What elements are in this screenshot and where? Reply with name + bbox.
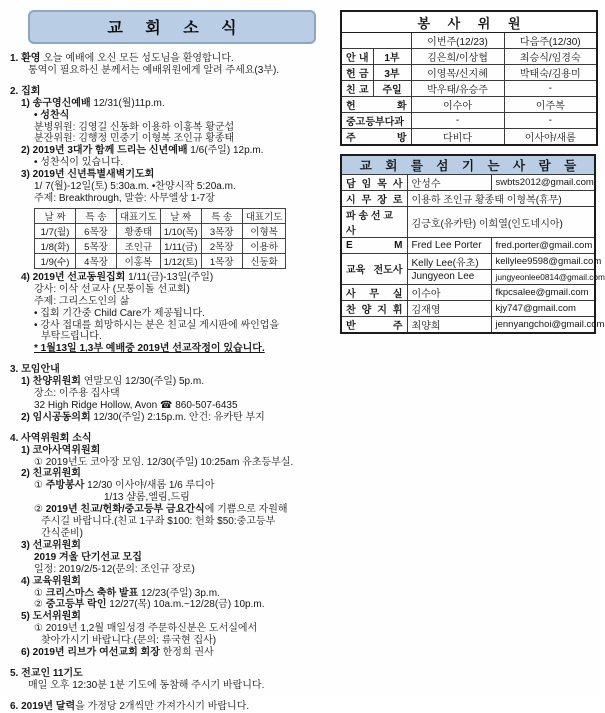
row-label: 중고등부다과 [341, 113, 411, 129]
role-label: E M [341, 238, 407, 254]
text-line: ① 주방봉사 12/30 이사야/새롬 1/6 루디아 [34, 480, 215, 492]
text-line: 매일 오후 12:30분 1분 기도에 동참해 주시기 바랍니다. [28, 679, 265, 691]
text-line: 2) 2019년 3대가 함께 드리는 신년예배 1/6(주일) 12p.m. [21, 145, 264, 157]
this-week-value: 다비다 [411, 129, 504, 146]
cell-prayer: 조인규 [117, 238, 161, 253]
table-row [35, 253, 286, 268]
person-name: Fred Lee Porter [407, 238, 491, 254]
next-week-value: 이사야/새롬 [504, 129, 597, 146]
table-title-row [341, 11, 597, 33]
empty-cell [341, 33, 411, 49]
cell-prayer: 신동화 [242, 253, 286, 268]
text-line: ① 2019년 1,2월 매일성경 주문하신분은 도서실에서 [34, 623, 258, 635]
table-row [341, 317, 595, 334]
text-line: 1) 코아사역위원회 [21, 444, 101, 456]
person-name: Jungyeon Lee [407, 269, 491, 285]
text-line: • 성찬식 [34, 109, 70, 121]
cell-choir: 4목장 [76, 253, 117, 268]
person-name: 김긍호(유카탄) 이희열(인도네시아) [407, 207, 595, 238]
this-week-value: - [411, 113, 504, 129]
person-email: fred.porter@gmail.com [491, 238, 595, 254]
cell-prayer: 이홍복 [117, 253, 161, 268]
role-label: 찬 양 지 휘 [341, 301, 407, 317]
table-row [341, 191, 595, 207]
cell-choir: 5목장 [76, 238, 117, 253]
cell-choir: 6목장 [76, 223, 117, 238]
cell-date: 1/12(토) [160, 253, 201, 268]
this-week-value: 김은희/이상협 [411, 49, 504, 65]
text-line: 5) 도서위원회 [21, 611, 81, 623]
text-line: 주시길 바랍니다.(친교 1구좌 $100: 헌화 $50:중고등부 [41, 516, 276, 528]
section-heading: 3. 모임안내 [10, 364, 60, 376]
highlighted-notice: * 1월13일 1,3부 예배중 2019년 선교작정이 있습니다. [34, 343, 265, 355]
table-title-row [341, 155, 595, 175]
person-email: jennyangchoi@gmail.com [491, 317, 595, 334]
text-line: 통역이 필요하신 분께서는 예배위원에게 알려 주세요(3부). [28, 64, 280, 76]
text-line: 분잔위원: 김행정 민중기 이형복 조인규 황종태 [34, 133, 235, 145]
next-week-header: 다음주(12/30) [504, 33, 597, 49]
cell-prayer: 황종태 [117, 223, 161, 238]
row-label: 친 교 [341, 81, 373, 97]
cell-prayer: 이용하 [242, 238, 286, 253]
table-row [341, 113, 597, 129]
cell-choir: 1목장 [201, 253, 242, 268]
person-name: 안성수 [407, 175, 491, 191]
table-header-row [341, 33, 597, 49]
person-email: kjy747@gmail.com [491, 301, 595, 317]
volunteer-table-title: 봉 사 위 원 [341, 11, 597, 33]
next-week-value: 이주복 [504, 97, 597, 113]
next-week-value: - [504, 81, 597, 97]
table-row [341, 81, 597, 97]
role-label: 시 무 장 로 [341, 191, 407, 207]
this-week-value: 이영목/신지혜 [411, 65, 504, 81]
col-header: 특 송 [76, 208, 117, 223]
next-week-value: 박태숙/김용미 [504, 65, 597, 81]
text-line: 찾아가시기 바랍니다.(문의: 류국현 집사) [41, 635, 217, 647]
row-sublabel: 1부 [373, 49, 411, 65]
church-news-column [8, 6, 336, 713]
text-line: 1/ 7(월)-12일(토) 5:30a.m. •찬양시작 5:20a.m. [34, 181, 236, 193]
text-line: 일정: 2019/2/5-12(문의: 조인규 장로) [34, 563, 195, 575]
role-label: 교육 전도사 [341, 253, 407, 285]
section-heading: 4. 사역위원회 소식 [10, 432, 92, 444]
table-row [341, 301, 595, 317]
cell-date: 1/9(수) [35, 253, 76, 268]
table-header-row [35, 208, 286, 223]
person-name: 김재영 [407, 301, 491, 317]
text-line: 주제: Breakthrough, 말씀: 사무엘상 1-7장 [34, 192, 215, 204]
role-label: 파 송 선 교 사 [341, 207, 407, 238]
text-line: 1. 환영 오늘 예배에 오신 모든 성도님을 환영합니다. [10, 53, 234, 64]
cell-date: 1/7(월) [35, 223, 76, 238]
text-line: 3) 2019년 신년특별새벽기도회 [21, 169, 155, 181]
text-line: • 강사 접대를 희망하시는 분은 친교실 게시판에 싸인업을 [34, 319, 280, 331]
table-row [341, 253, 595, 269]
table-row [341, 129, 597, 146]
this-week-value: 이수아 [411, 97, 504, 113]
volunteer-table [340, 10, 598, 146]
col-header: 특 송 [201, 208, 242, 223]
text-line: 부탁드립니다. [41, 331, 102, 343]
text-line: 3) 선교위원회 [21, 539, 81, 551]
role-label: 담 임 목 사 [341, 175, 407, 191]
text-line: ① 2019년도 코아장 모임. 12/30(주일) 10:25am 유초등부실. [34, 456, 294, 468]
col-header: 대표기도 [117, 208, 161, 223]
text-line: 1/13 샬롬,엘림,드림 [104, 492, 190, 504]
table-row [341, 97, 597, 113]
text-line: 6) 2019년 리브가 여선교회 회장 한정희 권사 [21, 647, 214, 659]
role-label: 반 주 [341, 317, 407, 334]
text-line: 1) 송구영신예배 12/31(월)11p.m. [21, 97, 165, 109]
text-line: 2019 겨울 단기선교 모집 [34, 551, 142, 563]
row-label: 헌 금 [341, 65, 373, 81]
text-line: ② 2019년 친교/헌화/중고등부 금요간식에 기쁨으로 자원해 [34, 504, 288, 516]
text-line: ② 중고등부 락인 12/27(목) 10a.m.~12/28(금) 10p.m. [34, 599, 265, 611]
col-header: 날 짜 [35, 208, 76, 223]
cell-prayer: 이형복 [242, 223, 286, 238]
row-label: 주 방 [341, 129, 411, 146]
table-row [341, 238, 595, 254]
person-email: swbts2012@gmail.com [491, 175, 595, 191]
text-line: 주제: 그리스도인의 삶 [34, 295, 130, 307]
table-row [35, 223, 286, 238]
table-row [341, 49, 597, 65]
this-week-value: 박우태/유승주 [411, 81, 504, 97]
text-line: 4) 2019년 선교동원집회 1/11(금)-13일(주일) [21, 271, 214, 283]
table-row [35, 238, 286, 253]
text-line: 간식준비) [41, 528, 83, 539]
text-line: • 성찬식이 있습니다. [34, 157, 124, 169]
col-header: 대표기도 [242, 208, 286, 223]
row-label: 헌 화 [341, 97, 411, 113]
servants-table [340, 154, 605, 334]
person-name: 이용하 조인규 황종태 이형복(휴무) [407, 191, 595, 207]
table-row [341, 285, 595, 301]
row-sublabel: 주일 [373, 81, 411, 97]
text-line: 1) 찬양위원회 연말모임 12/30(주일) 5p.m. [21, 376, 204, 388]
text-line: 분병위원: 김영길 신동화 이용하 이홍복 황군섭 [34, 121, 235, 133]
right-tables-column [340, 10, 605, 334]
text-line: 강사: 이삭 선교사 (모퉁이돌 선교회) [34, 283, 190, 295]
church-news-title: 교 회 소 식 [28, 10, 316, 44]
person-email: fkpcsalee@gmail.com [491, 285, 595, 301]
cell-date: 1/8(화) [35, 238, 76, 253]
this-week-header: 이번주(12/23) [411, 33, 504, 49]
text-line: 장소: 이주용 집사댁 [34, 388, 120, 400]
person-name: Kelly Lee(유초) [407, 253, 491, 269]
next-week-value: 최승식/임경숙 [504, 49, 597, 65]
role-label: 사 무 실 [341, 285, 407, 301]
section-heading: 2. 집회 [10, 85, 41, 97]
next-week-value: - [504, 113, 597, 129]
table-row [341, 175, 595, 191]
row-label: 안 내 [341, 49, 373, 65]
person-email: jungyeonlee0814@gmail.com [491, 269, 595, 285]
cell-date: 1/10(목) [160, 223, 201, 238]
text-line: 4) 교육위원회 [21, 575, 81, 587]
dawn-prayer-schedule-table [34, 208, 286, 269]
text-line: 2) 친교위원회 [21, 468, 81, 480]
person-email: kellylee9598@gmail.com [491, 253, 595, 269]
text-line: ① 크리스마스 축하 발표 12/23(주일) 3p.m. [34, 587, 220, 599]
servants-table-title: 교 회 를 섬 기 는 사 람 들 [341, 155, 595, 175]
section-heading: 6. 2019년 달력을 가정당 2개씩만 가져가시기 바랍니다. [10, 700, 250, 712]
person-name: 최양희 [407, 317, 491, 334]
text-line: 2) 임시공동의회 12/30(주일) 2:15p.m. 안건: 유카탄 부지 [21, 411, 265, 423]
col-header: 날 짜 [160, 208, 201, 223]
person-name: 이수아 [407, 285, 491, 301]
row-sublabel: 3부 [373, 65, 411, 81]
cell-choir: 3목장 [201, 223, 242, 238]
cell-choir: 2목장 [201, 238, 242, 253]
table-row [341, 207, 595, 238]
text-line: • 집회 기간중 Child Care가 제공됩니다. [34, 307, 205, 319]
section-heading: 5. 전교인 11기도 [10, 667, 83, 679]
address-line: 32 High Ridge Hollow, Avon ☎ 860-507-6435 [34, 399, 238, 411]
cell-date: 1/11(금) [160, 238, 201, 253]
table-row [341, 65, 597, 81]
